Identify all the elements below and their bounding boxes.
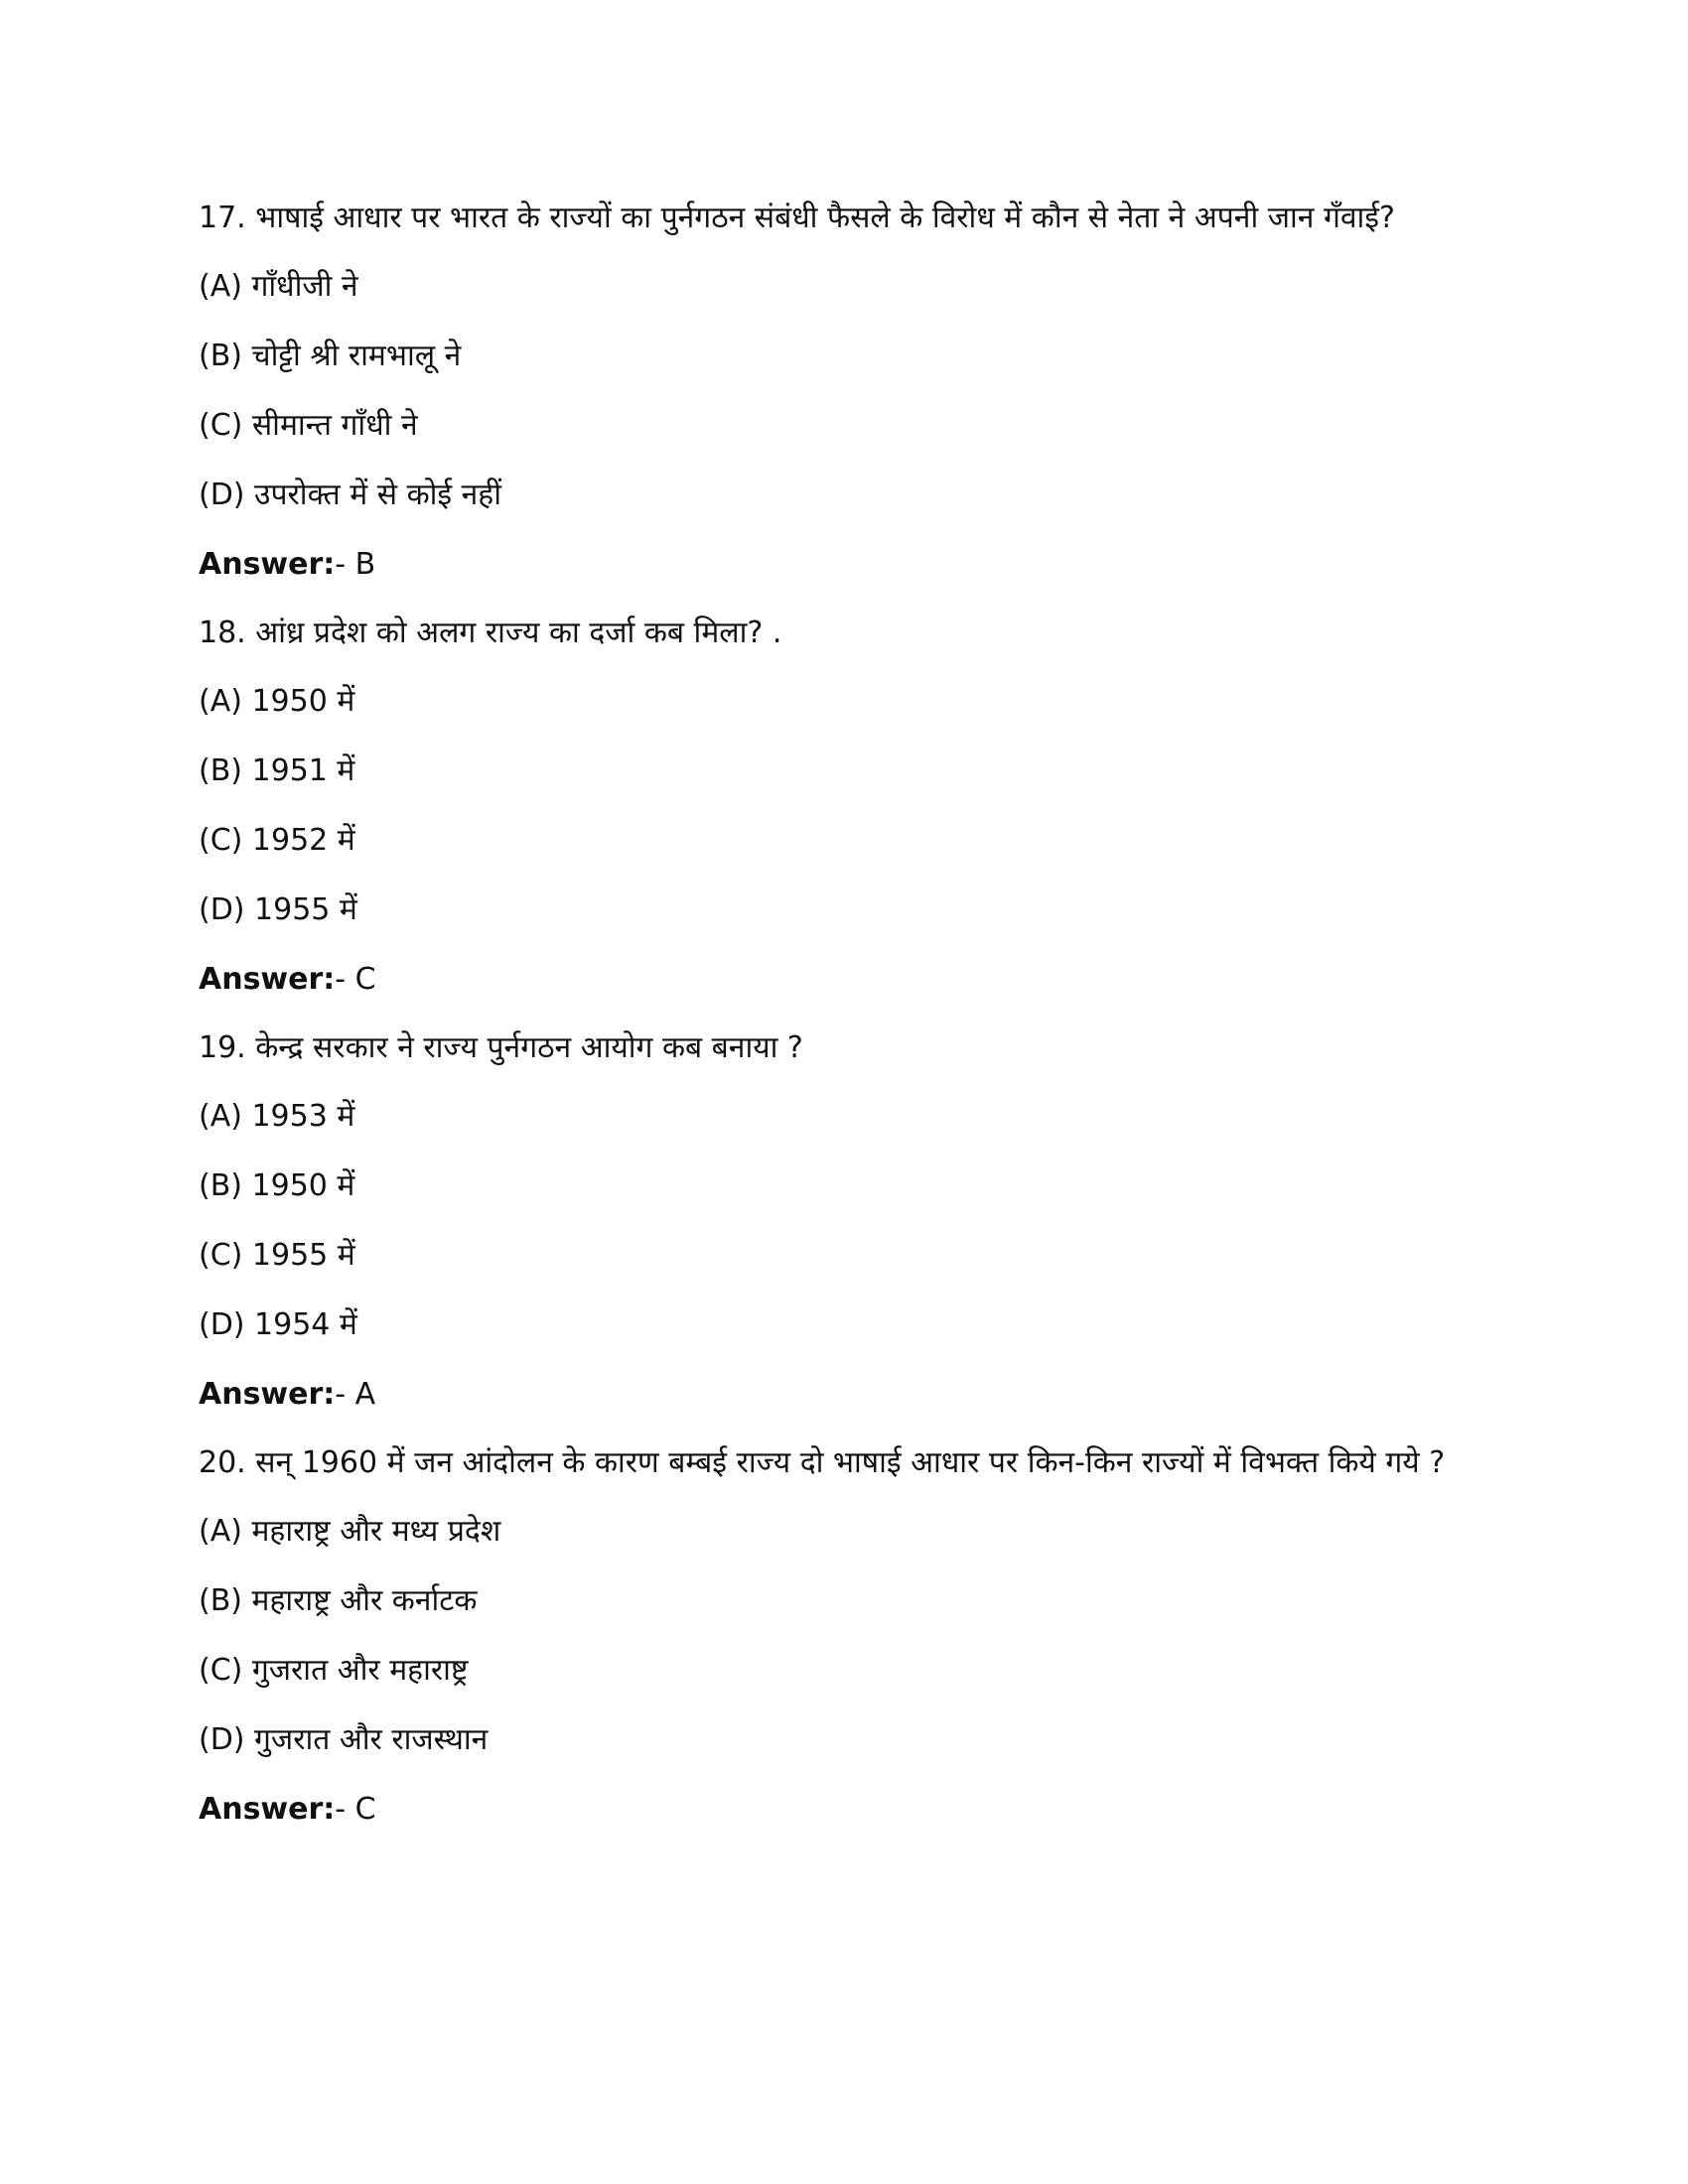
question-text: 17. भाषाई आधार पर भारत के राज्यों का पुर्नगठन संबंधी फैसले के विरोध में कौन से नेता ने अपनी जान गँवाई?: [199, 201, 1395, 235]
option-c: (C) सीमान्त गाँधी ने: [199, 408, 418, 443]
answer-value: - C: [335, 962, 376, 997]
option-d: (D) गुजरात और राजस्थान: [199, 1722, 489, 1757]
option-a: (A) 1953 में: [199, 1099, 355, 1134]
question-18: [199, 610, 1489, 1005]
question-text: 18. आंध्र प्रदेश को अलग राज्य का दर्जा कब मिला? .: [199, 615, 782, 650]
option-b: (B) चोट्टी श्री रामभालू ने: [199, 339, 462, 373]
option-b: (B) महाराष्ट्र और कर्नाटक: [199, 1583, 478, 1618]
answer-label: Answer:: [199, 962, 336, 997]
option-a: (A) महाराष्ट्र और मध्य प्रदेश: [199, 1514, 501, 1549]
answer-line: [199, 1370, 1489, 1420]
answer-value: - B: [335, 547, 376, 582]
answer-label: Answer:: [199, 1377, 336, 1412]
option-c: (C) गुजरात और महाराष्ट्र: [199, 1653, 469, 1688]
option-b: (B) 1950 में: [199, 1168, 355, 1203]
answer-value: - C: [335, 1792, 376, 1827]
question-20: [199, 1439, 1489, 1835]
answer-label: Answer:: [199, 547, 336, 582]
question-17: [199, 195, 1489, 590]
answer-label: Answer:: [199, 1792, 336, 1827]
option-a: (A) गाँधीजी ने: [199, 269, 358, 304]
question-19: [199, 1024, 1489, 1420]
option-d: (D) उपरोक्त में से कोई नहीं: [199, 478, 501, 512]
option-d: (D) 1955 में: [199, 892, 357, 927]
quiz-page: [199, 195, 1489, 1854]
answer-line: [199, 1785, 1489, 1835]
option-b: (B) 1951 में: [199, 753, 355, 788]
option-d: (D) 1954 में: [199, 1307, 357, 1342]
answer-line: [199, 955, 1489, 1005]
option-c: (C) 1952 में: [199, 823, 355, 858]
option-a: (A) 1950 में: [199, 684, 355, 719]
option-c: (C) 1955 में: [199, 1238, 355, 1273]
answer-line: [199, 540, 1489, 590]
question-text: 19. केन्द्र सरकार ने राज्य पुर्नगठन आयोग कब बनाया ?: [199, 1030, 803, 1065]
question-text: 20. सन् 1960 में जन आंदोलन के कारण बम्बई राज्य दो भाषाई आधार पर किन-किन राज्यों में विभक्त किये गये ?: [199, 1445, 1446, 1480]
answer-value: - A: [335, 1377, 376, 1412]
